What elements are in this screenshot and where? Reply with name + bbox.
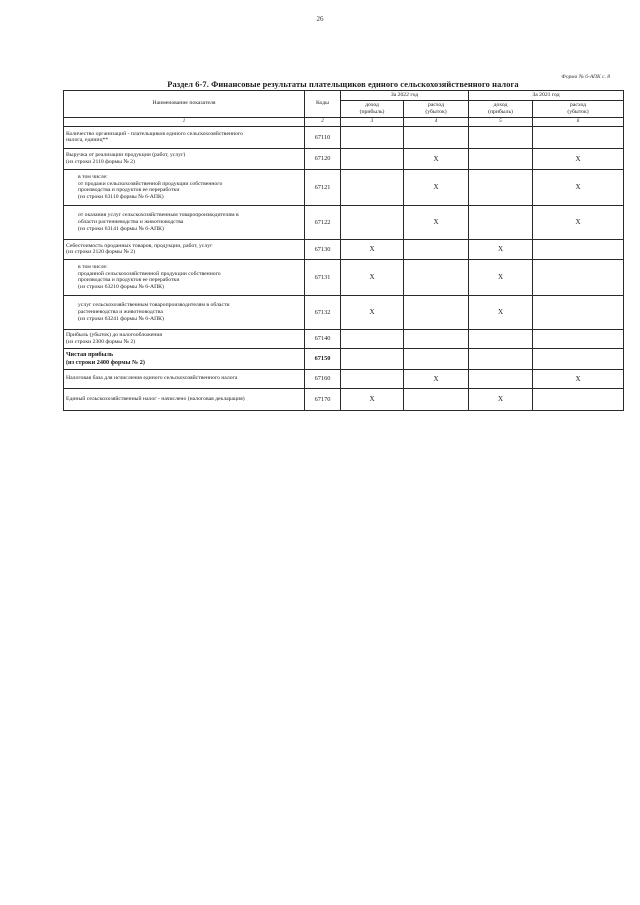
- indicator-name: [64, 239, 305, 259]
- row-code: 67130: [305, 239, 341, 259]
- indicator-name-line: (из строки 63241 формы № 6-АПК): [78, 315, 164, 322]
- indicator-name: [64, 205, 305, 239]
- header-income-note: (прибыль): [359, 108, 385, 115]
- indicator-name-line: производства и продуктов ее переработки: [78, 187, 180, 194]
- expense-2021-cell: [533, 295, 624, 329]
- indicator-name: [64, 369, 305, 388]
- section-title: Раздел 6-7. Финансовые результаты плательщиков единого сельскохозяйственного налога: [167, 80, 519, 89]
- indicator-name-line: Выручка от реализации продукции (работ, услуг): [66, 152, 186, 158]
- income-2022-cell: [341, 369, 404, 388]
- expense-2022-cell: X: [404, 369, 469, 388]
- table-row: [64, 148, 624, 169]
- header-expense-2021: [533, 100, 624, 117]
- income-2022-cell: [341, 148, 404, 169]
- indicator-name-line: в том числе:: [78, 263, 108, 270]
- header-year-2021: За 2021 год: [469, 91, 624, 101]
- income-2021-cell: X: [469, 259, 533, 295]
- table-row: [64, 388, 624, 410]
- income-2022-cell: X: [341, 388, 404, 410]
- row-code: 67160: [305, 369, 341, 388]
- table-row: [64, 295, 624, 329]
- header-income-note: (прибыль): [488, 108, 513, 115]
- header-income-2022: [341, 100, 404, 117]
- column-number: 5: [469, 117, 533, 126]
- table-row: [64, 205, 624, 239]
- income-2021-cell: [469, 126, 533, 148]
- indicator-name-line: Себестоимость проданных товаров, продукции, работ, услуг: [66, 242, 213, 249]
- income-2021-cell: X: [469, 239, 533, 259]
- expense-2021-cell: [533, 259, 624, 295]
- table-body: [64, 126, 624, 410]
- indicator-name-line: Количество организаций - плательщиков единого сельскохозяйственного: [66, 130, 243, 137]
- header-name: Наименование показателя: [64, 91, 305, 118]
- indicator-name-line: Прибыль (убыток) до налогообложения: [66, 332, 162, 338]
- table-row: [64, 329, 624, 348]
- indicator-name: [64, 329, 305, 348]
- row-code: 67122: [305, 205, 341, 239]
- header-expense-word: расход: [570, 101, 587, 108]
- financial-results-table: [63, 90, 624, 411]
- header-expense-word: расход: [427, 101, 445, 108]
- income-2022-cell: X: [341, 295, 404, 329]
- table-row: [64, 369, 624, 388]
- indicator-name-line: Налоговая база для исчисления единого сельскохозяйственного налога: [66, 375, 238, 382]
- indicator-name: [64, 388, 305, 410]
- expense-2021-cell: X: [533, 169, 624, 205]
- expense-2022-cell: X: [404, 169, 469, 205]
- column-number: 2: [305, 117, 341, 126]
- header-row-years: [64, 91, 624, 101]
- indicator-name-line: (из строки 2300 формы № 2): [66, 338, 136, 345]
- header-expense-note: (убыток): [567, 108, 589, 115]
- indicator-name-line: от оказания услуг сельскохозяйственным товаропроизводителям в: [78, 212, 239, 219]
- row-code: 67120: [305, 148, 341, 169]
- expense-2022-cell: X: [404, 205, 469, 239]
- header-income-word: доход: [365, 101, 379, 108]
- income-2021-cell: X: [469, 295, 533, 329]
- table-row: [64, 348, 624, 369]
- expense-2022-cell: [404, 126, 469, 148]
- indicator-name: [64, 169, 305, 205]
- income-2021-cell: [469, 205, 533, 239]
- indicator-name: [64, 348, 305, 369]
- indicator-name: [64, 148, 305, 169]
- income-2021-cell: [469, 148, 533, 169]
- income-2021-cell: X: [469, 388, 533, 410]
- indicator-name-line: в том числе:: [78, 173, 108, 180]
- row-code: 67170: [305, 388, 341, 410]
- form-code: Форма № 6-АПК с. 8: [561, 74, 610, 80]
- expense-2021-cell: X: [533, 369, 624, 388]
- header-income-2021: [469, 100, 533, 117]
- indicator-name: [64, 259, 305, 295]
- income-2022-cell: [341, 169, 404, 205]
- table-row: [64, 259, 624, 295]
- income-2022-cell: [341, 205, 404, 239]
- expense-2022-cell: [404, 388, 469, 410]
- expense-2021-cell: [533, 329, 624, 348]
- column-number: 4: [404, 117, 469, 126]
- income-2022-cell: [341, 329, 404, 348]
- expense-2021-cell: [533, 239, 624, 259]
- column-numbers-row: [64, 117, 624, 126]
- row-code: 67140: [305, 329, 341, 348]
- row-code: 67121: [305, 169, 341, 205]
- row-code: 67110: [305, 126, 341, 148]
- column-number: 3: [341, 117, 404, 126]
- expense-2021-cell: [533, 388, 624, 410]
- header-expense-2022: [404, 100, 469, 117]
- table-row: [64, 169, 624, 205]
- row-code: 67150: [305, 348, 341, 369]
- expense-2021-cell: X: [533, 148, 624, 169]
- indicator-name-line: услуг сельскохозяйственным товаропроизводителям в области: [78, 302, 230, 309]
- indicator-name-line: (из строки 63141 формы № 6-АПК): [78, 225, 164, 232]
- indicator-name-line: (из строки 63210 формы № 6-АПК): [78, 284, 164, 291]
- page-number: 26: [316, 15, 324, 23]
- income-2021-cell: [469, 329, 533, 348]
- indicator-name-line: Единый сельскохозяйственный налог - начислено (налоговая декларация): [66, 395, 245, 402]
- income-2022-cell: [341, 126, 404, 148]
- header-codes: Коды: [305, 91, 341, 118]
- expense-2021-cell: [533, 126, 624, 148]
- table-row: [64, 126, 624, 148]
- column-number: 1: [64, 117, 305, 126]
- indicator-name-line: (из строки 63110 формы № 6-АПК): [78, 194, 164, 201]
- income-2021-cell: [469, 348, 533, 369]
- indicator-name-line: проданной сельскохозяйственной продукции собственного: [78, 270, 221, 277]
- indicator-name-line: Чистая прибыль: [66, 351, 114, 359]
- header-income-word: доход: [493, 101, 508, 108]
- income-2022-cell: X: [341, 259, 404, 295]
- expense-2022-cell: X: [404, 148, 469, 169]
- income-2022-cell: X: [341, 239, 404, 259]
- expense-2022-cell: [404, 295, 469, 329]
- indicator-name-line: производства и продуктов ее переработки: [78, 277, 180, 284]
- row-code: 67131: [305, 259, 341, 295]
- expense-2022-cell: [404, 239, 469, 259]
- indicator-name-line: области растениеводства и животноводства: [78, 218, 184, 225]
- expense-2021-cell: [533, 348, 624, 369]
- expense-2022-cell: [404, 348, 469, 369]
- expense-2021-cell: X: [533, 205, 624, 239]
- expense-2022-cell: [404, 259, 469, 295]
- income-2021-cell: [469, 169, 533, 205]
- indicator-name-line: (из строки 2120 формы № 2): [66, 249, 136, 256]
- indicator-name-line: от продажи сельскохозяйственной продукции собственного: [78, 180, 223, 187]
- income-2022-cell: [341, 348, 404, 369]
- indicator-name-line: растениеводства и животноводства: [78, 308, 163, 315]
- indicator-name-line: (из строки 2110 формы № 2): [66, 158, 135, 165]
- indicator-name: [64, 295, 305, 329]
- indicator-name-line: (из строки 2400 формы № 2): [66, 358, 145, 366]
- column-number: 6: [533, 117, 624, 126]
- table-row: [64, 239, 624, 259]
- indicator-name-line: налога, единиц**: [66, 137, 109, 144]
- header-year-2022: За 2022 год: [341, 91, 469, 101]
- indicator-name: [64, 126, 305, 148]
- expense-2022-cell: [404, 329, 469, 348]
- header-expense-note: (убыток): [425, 108, 447, 115]
- row-code: 67132: [305, 295, 341, 329]
- income-2021-cell: [469, 369, 533, 388]
